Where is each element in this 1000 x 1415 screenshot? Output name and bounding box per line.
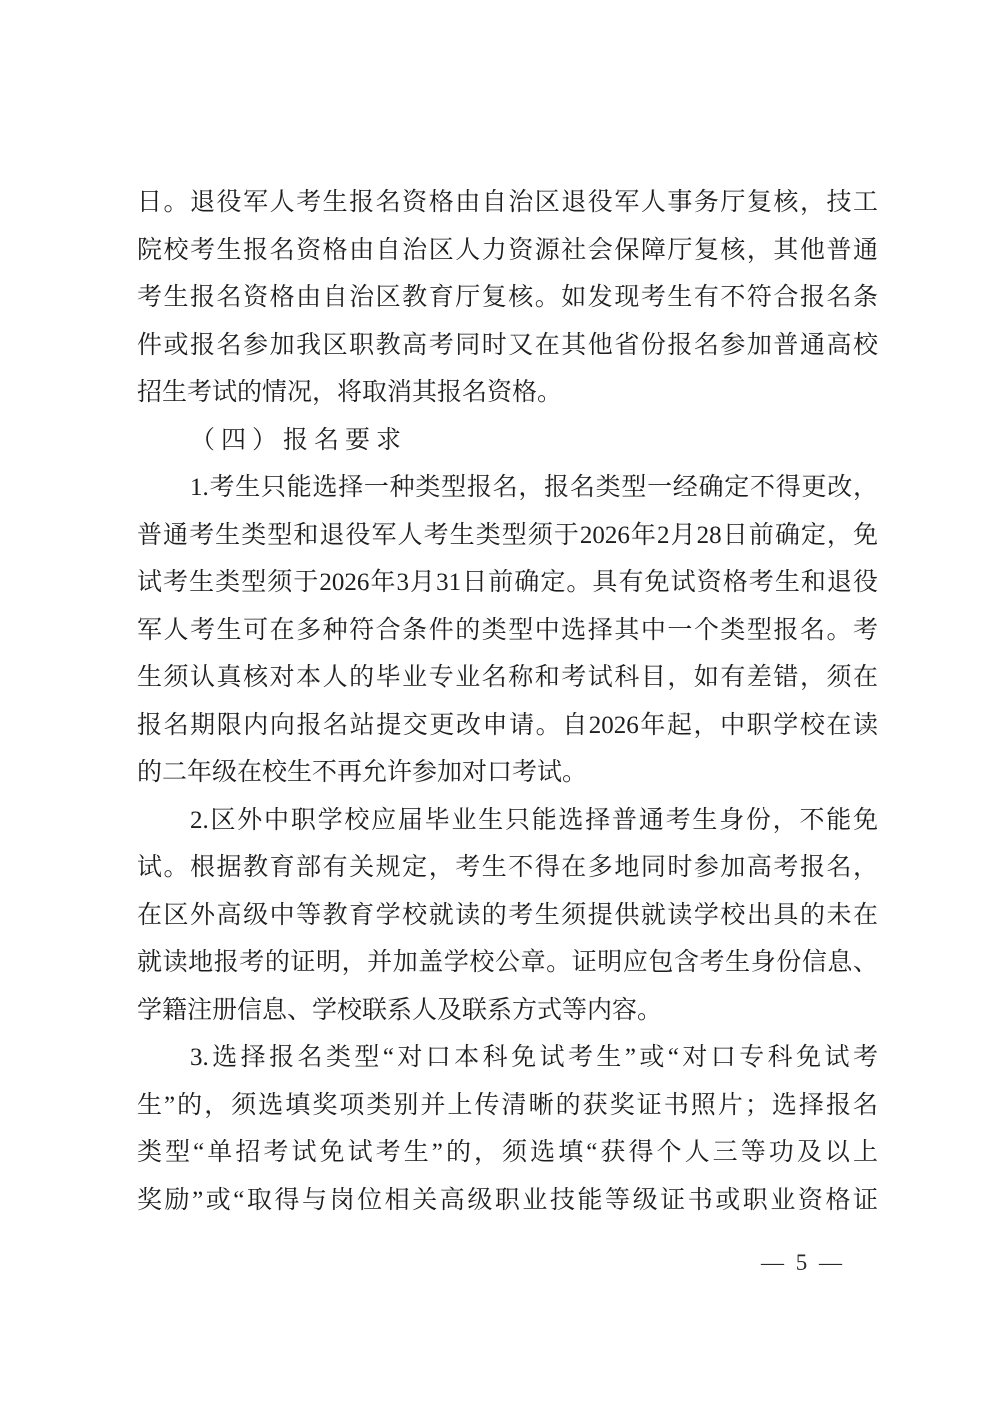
text-line: 类型“单招考试免试考生”的，须选填“获得个人三等功及以上	[137, 1139, 878, 1166]
text-line: 考生报名资格由自治区教育厅复核。如发现考生有不符合报名条	[137, 284, 878, 311]
text-line: 学籍注册信息、学校联系人及联系方式等内容。	[137, 996, 663, 1024]
text-line: 在区外高级中等教育学校就读的考生须提供就读学校出具的未在	[137, 901, 878, 929]
text-line: 生”的，须选填奖项类别并上传清晰的获奖证书照片；选择报名	[137, 1091, 878, 1119]
text-line: 就读地报考的证明，并加盖学校公章。证明应包含考生身份信息、	[137, 949, 878, 976]
text-line: 日。退役军人考生报名资格由自治区退役军人事务厅复核，技工	[137, 189, 878, 216]
text-line: 3.选择报名类型“对口本科免试考生”或“对口专科免试考	[190, 1044, 878, 1071]
text-line: 的二年级在校生不再允许参加对口考试。	[137, 759, 588, 786]
text-line: 件或报名参加我区职教高考同时又在其他省份报名参加普通高校	[137, 331, 878, 359]
text-line: 军人考生可在多种符合条件的类型中选择其中一个类型报名。考	[137, 616, 878, 644]
text-line: 试。根据教育部有关规定，考生不得在多地同时参加高考报名，	[137, 854, 878, 881]
text-line: 2.区外中职学校应届毕业生只能选择普通考生身份，不能免	[190, 806, 878, 834]
text-line: 院校考生报名资格由自治区人力资源社会保障厅复核，其他普通	[137, 236, 878, 264]
text-line: 报名期限内向报名站提交更改申请。自2026年起，中职学校在读	[137, 711, 878, 739]
text-line: 招生考试的情况，将取消其报名资格。	[137, 379, 563, 406]
page-number: — 5 —	[761, 1250, 845, 1275]
text-line: 1.考生只能选择一种类型报名，报名类型一经确定不得更改，	[190, 474, 878, 501]
text-line: 试考生类型须于2026年3月31日前确定。具有免试资格考生和退役	[137, 569, 878, 596]
document-body	[137, 179, 878, 1224]
text-line: 普通考生类型和退役军人考生类型须于2026年2月28日前确定，免	[137, 521, 878, 549]
text-line: 奖励”或“取得与岗位相关高级职业技能等级证书或职业资格证	[137, 1186, 878, 1214]
section-heading: （四）报名要求	[190, 426, 408, 454]
text-line: 生须认真核对本人的毕业专业名称和考试科目，如有差错，须在	[137, 664, 878, 691]
